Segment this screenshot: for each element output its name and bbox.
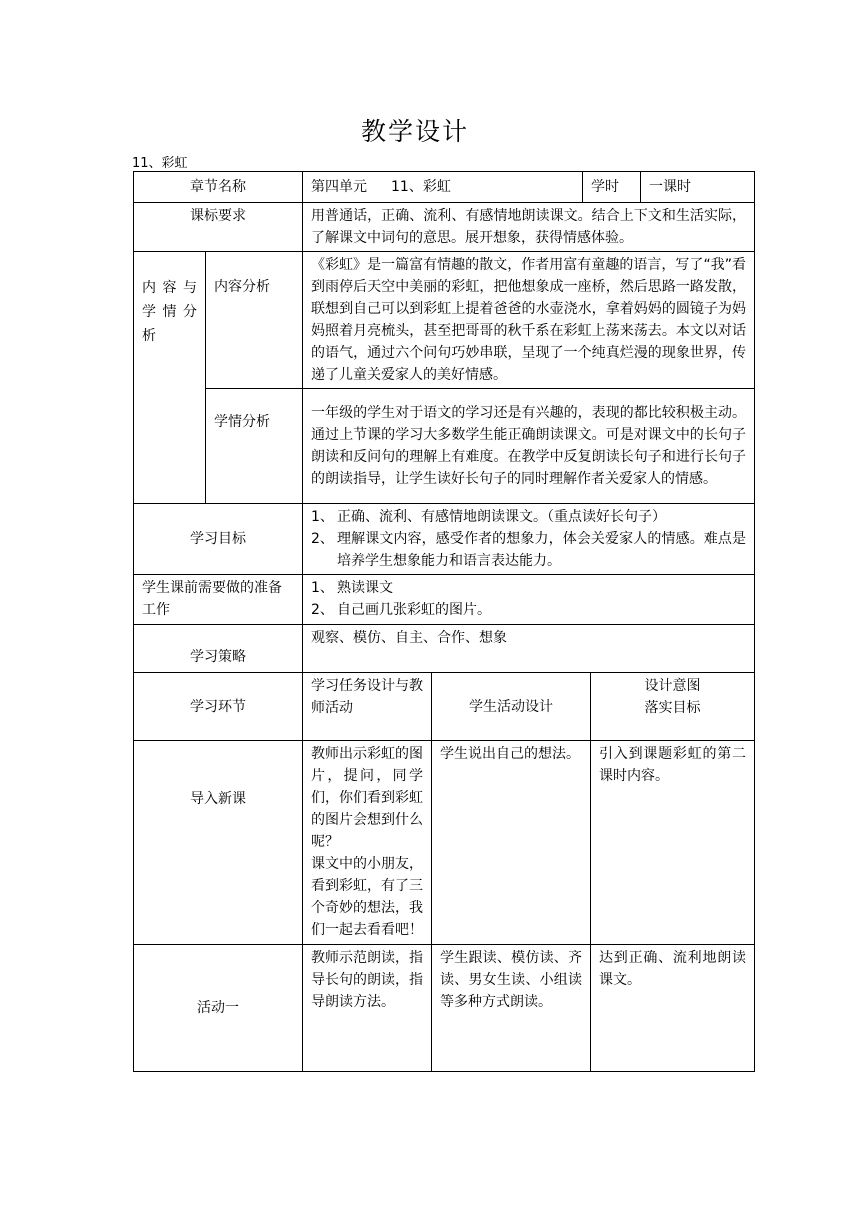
student-analysis-label: 学情分析 [206, 389, 303, 504]
intro-task-paragraph: 教师出示彩虹的图片，提问，同学们，你们看到彩虹的图片会想到什么呢？ [311, 746, 423, 850]
hours-label: 学时 [583, 172, 641, 203]
hours-value: 一课时 [641, 172, 755, 203]
prep-item [311, 599, 746, 621]
activity1-intent: 达到正确、流利地朗读课文。 [591, 945, 755, 1072]
strategy-label: 学习策略 [134, 625, 303, 673]
intro-task [303, 741, 432, 945]
prep-text: 熟读课文 [337, 580, 393, 596]
prep-list [303, 575, 755, 625]
lesson-heading: 11、彩虹 [132, 156, 188, 171]
objectives-list [303, 504, 755, 575]
objective-item [311, 506, 746, 528]
chapter-label: 章节名称 [134, 172, 303, 203]
objective-item [311, 528, 746, 572]
row-activity-1 [134, 945, 755, 1072]
content-analysis-label: 内容分析 [206, 252, 303, 389]
student-activity-header: 学生活动设计 [432, 673, 591, 741]
activity1-task: 教师示范朗读，指导长句的朗读，指导朗读方法。 [303, 945, 432, 1072]
content-analysis-text: 《彩虹》是一篇富有情趣的散文，作者用富有童趣的语言，写了“我”看到雨停后天空中美丽的彩虹，把他想象成一座桥，然后思路一路发散，联想到自己可以到彩虹上提着爸爸的水壶浇水，拿着妈妈的圆镜子为妈妈照着月亮梳头，甚至把哥哥的秋千系在彩虹上荡来荡去。本文以对话的语气，通过六个问句巧妙串联，呈现了一个纯真烂漫的现象世界，传递了儿童关爱家人的美好情感。 [303, 252, 755, 389]
stage-header: 学习环节 [134, 673, 303, 741]
page-title: 教学设计 [360, 117, 469, 146]
objective-text: 正确、流利、有感情地朗读课文。（重点读好长句子） [337, 509, 666, 525]
strategy-text: 观察、模仿、自主、合作、想象 [303, 625, 755, 673]
objective-number: 2、 [311, 531, 334, 547]
intro-intent: 引入到课题彩虹的第二课时内容。 [591, 741, 755, 945]
lesson-design-table [133, 171, 755, 1072]
prep-label: 学生课前需要做的准备工作 [134, 575, 303, 625]
chapter-unit: 第四单元 [311, 179, 367, 195]
intro-stage: 导入新课 [134, 741, 303, 945]
objective-text: 理解课文内容，感受作者的想象力，体会关爱家人的情感。难点是培养学生想象能力和语言表达能力。 [337, 531, 747, 569]
row-activity-header [134, 673, 755, 741]
row-content-analysis [134, 252, 755, 389]
chapter-value [303, 172, 583, 203]
row-chapter [134, 172, 755, 203]
chapter-lesson: 11、彩虹 [391, 179, 451, 195]
intent-header [591, 673, 755, 741]
row-standard [134, 203, 755, 252]
student-analysis-text: 一年级的学生对于语文的学习还是有兴趣的，表现的都比较积极主动。通过上节课的学习大多数学生能正确朗读课文。可是对课文中的长句子朗读和反问句的理解上有难度。在教学中反复朗读长句子和进行长句子的朗读指导，让学生读好长句子的同时理解作者关爱家人的情感。 [303, 389, 755, 504]
intent-header-line2: 落实目标 [644, 700, 701, 716]
standard-label: 课标要求 [134, 203, 303, 252]
prep-text: 自己画几张彩虹的图片。 [337, 602, 491, 618]
objectives-label: 学习目标 [134, 504, 303, 575]
analysis-group-label: 内容与学情分析 [134, 252, 206, 504]
prep-item [311, 577, 746, 599]
task-header: 学习任务设计与教师活动 [303, 673, 432, 741]
objective-number: 1、 [311, 509, 334, 525]
activity1-student: 学生跟读、模仿读、齐读、男女生读、小组读等多种方式朗读。 [432, 945, 591, 1072]
intro-student: 学生说出自己的想法。 [432, 741, 591, 945]
prep-number: 2、 [311, 602, 334, 618]
row-strategy [134, 625, 755, 673]
intent-header-line1: 设计意图 [644, 678, 701, 694]
row-objectives [134, 504, 755, 575]
row-preparation [134, 575, 755, 625]
prep-number: 1、 [311, 580, 334, 596]
intro-task-paragraph: 课文中的小朋友，看到彩虹，有了三个奇妙的想法，我们一起去看看吧！ [311, 856, 423, 938]
row-intro [134, 741, 755, 945]
row-student-analysis [134, 389, 755, 504]
activity1-stage: 活动一 [134, 945, 303, 1072]
standard-text: 用普通话，正确、流利、有感情地朗读课文。结合上下文和生活实际，了解课文中词句的意思。展开想象，获得情感体验。 [303, 203, 755, 252]
